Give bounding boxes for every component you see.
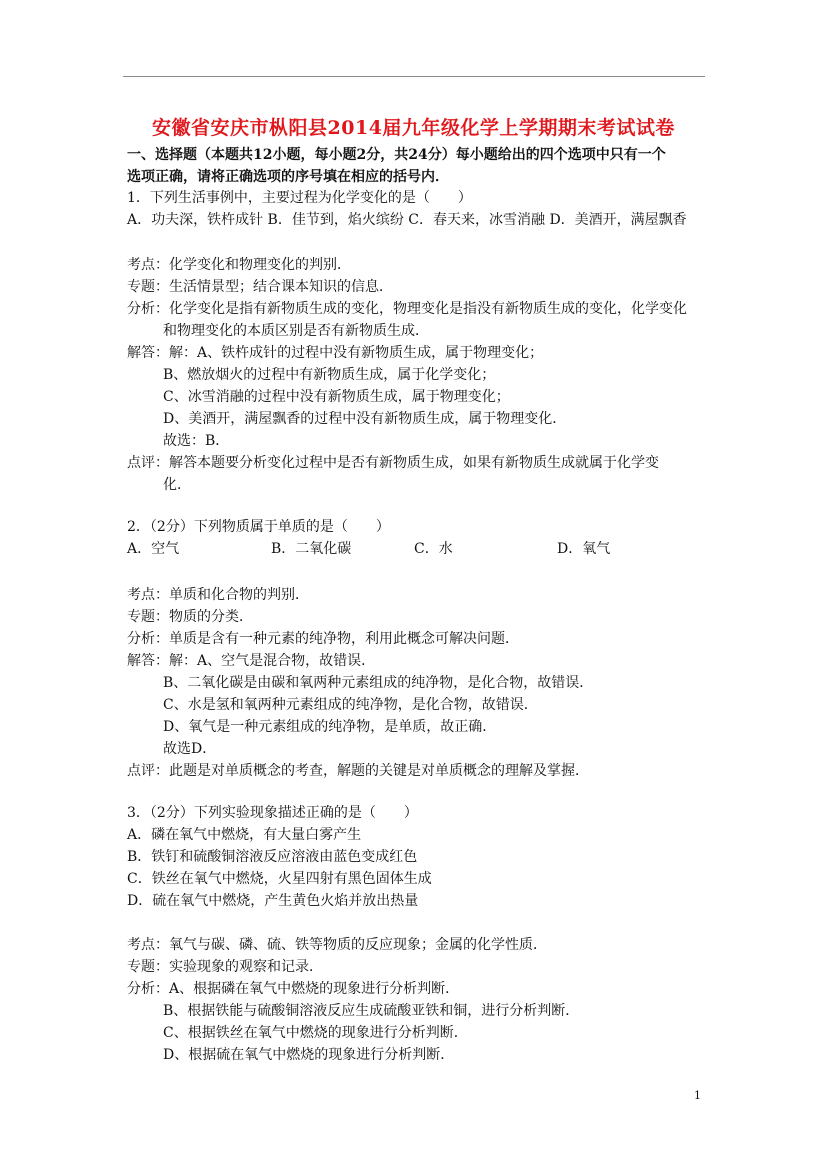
section-heading-line2: 选项正确，请将正确选项的序号填在相应的括号内． <box>127 169 449 185</box>
q2-option-b: B．二氧化碳 <box>271 541 352 557</box>
q3-fenxi-line2: B、根据铁能与硫酸铜溶液反应生成硫酸亚铁和铜，进行分析判断． <box>163 1003 580 1019</box>
q2-dianping: 点评：此题是对单质概念的考查，解题的关键是对单质概念的理解及掌握． <box>127 763 589 779</box>
q2-jieda-line4: D、氧气是一种元素组成的纯净物，是单质，故正确． <box>163 719 497 735</box>
q1-options: A．功夫深，铁杵成针 B．佳节到，焰火缤纷 C．春天来，冰雪消融 D．美酒开，满屋飘香 <box>127 212 687 228</box>
q2-answer: 故选D． <box>163 741 217 757</box>
q1-dianping-line2: 化． <box>163 477 191 493</box>
document-title: 安徽省安庆市枞阳县2014届九年级化学上学期期末考试试卷 <box>152 117 675 139</box>
q3-kaodian: 考点：氧气与碳、磷、硫、铁等物质的反应现象；金属的化学性质． <box>127 937 547 953</box>
q3-option-d: D．硫在氧气中燃烧，产生黄色火焰并放出热量 <box>127 893 419 909</box>
q2-option-a: A．空气 <box>127 541 180 557</box>
q3-fenxi-line3: C、根据铁丝在氧气中燃烧的现象进行分析判断． <box>163 1025 468 1041</box>
q2-jieda-line3: C、水是氢和氧两种元素组成的纯净物，是化合物，故错误． <box>163 697 538 713</box>
q2-fenxi: 分析：单质是含有一种元素的纯净物，利用此概念可解决问题． <box>127 631 519 647</box>
q1-dianping-line1: 点评：解答本题要分析变化过程中是否有新物质生成，如果有新物质生成就属于化学变 <box>127 455 659 471</box>
q3-fenxi-line4: D、根据硫在氧气中燃烧的现象进行分析判断． <box>163 1047 455 1063</box>
q1-jieda-line4: D、美酒开，满屋飘香的过程中没有新物质生成，属于物理变化． <box>163 411 567 427</box>
header-rule <box>123 76 705 77</box>
page-number: 1 <box>694 1089 701 1102</box>
q2-kaodian: 考点：单质和化合物的判别． <box>127 587 309 603</box>
q1-jieda-line2: B、燃放烟火的过程中有新物质生成，属于化学变化； <box>163 367 496 383</box>
q3-zhuanti: 专题：实验现象的观察和记录． <box>127 959 323 975</box>
q1-stem: 1．下列生活事例中，主要过程为化学变化的是（ ） <box>127 190 472 206</box>
q3-fenxi-line1: 分析：A、根据磷在氧气中燃烧的现象进行分析判断． <box>127 981 460 997</box>
q1-kaodian: 考点：化学变化和物理变化的判别． <box>127 257 351 273</box>
section-heading-line1: 一、选择题（本题共12小题，每小题2分，共24分）每小题给出的四个选项中只有一个 <box>127 147 666 163</box>
q1-jieda-line3: C、冰雪消融的过程中没有新物质生成，属于物理变化； <box>163 389 510 405</box>
q2-option-d: D．氧气 <box>557 541 611 557</box>
q1-jieda-line1: 解答：解：A、铁杵成针的过程中没有新物质生成，属于物理变化； <box>127 345 544 361</box>
q2-option-c: C．水 <box>414 541 453 557</box>
q1-fenxi-line1: 分析：化学变化是指有新物质生成的变化，物理变化是指没有新物质生成的变化，化学变化 <box>127 301 687 317</box>
q2-stem: 2．（2分）下列物质属于单质的是（ ） <box>127 519 390 535</box>
q1-zhuanti: 专题：生活情景型；结合课本知识的信息． <box>127 279 393 295</box>
q1-answer: 故选：B． <box>163 433 230 449</box>
q2-jieda-line1: 解答：解：A、空气是混合物，故错误． <box>127 653 376 669</box>
q3-option-a: A．磷在氧气中燃烧，有大量白雾产生 <box>127 827 362 843</box>
q3-option-b: B．铁钉和硫酸铜溶液反应溶液由蓝色变成红色 <box>127 849 418 865</box>
q3-stem: 3．（2分）下列实验现象描述正确的是（ ） <box>127 805 418 821</box>
q2-jieda-line2: B、二氧化碳是由碳和氧两种元素组成的纯净物，是化合物，故错误． <box>163 675 594 691</box>
q2-zhuanti: 专题：物质的分类． <box>127 609 253 625</box>
q1-fenxi-line2: 和物理变化的本质区别是否有新物质生成． <box>163 323 429 339</box>
q3-option-c: C．铁丝在氧气中燃烧，火星四射有黑色固体生成 <box>127 871 432 887</box>
